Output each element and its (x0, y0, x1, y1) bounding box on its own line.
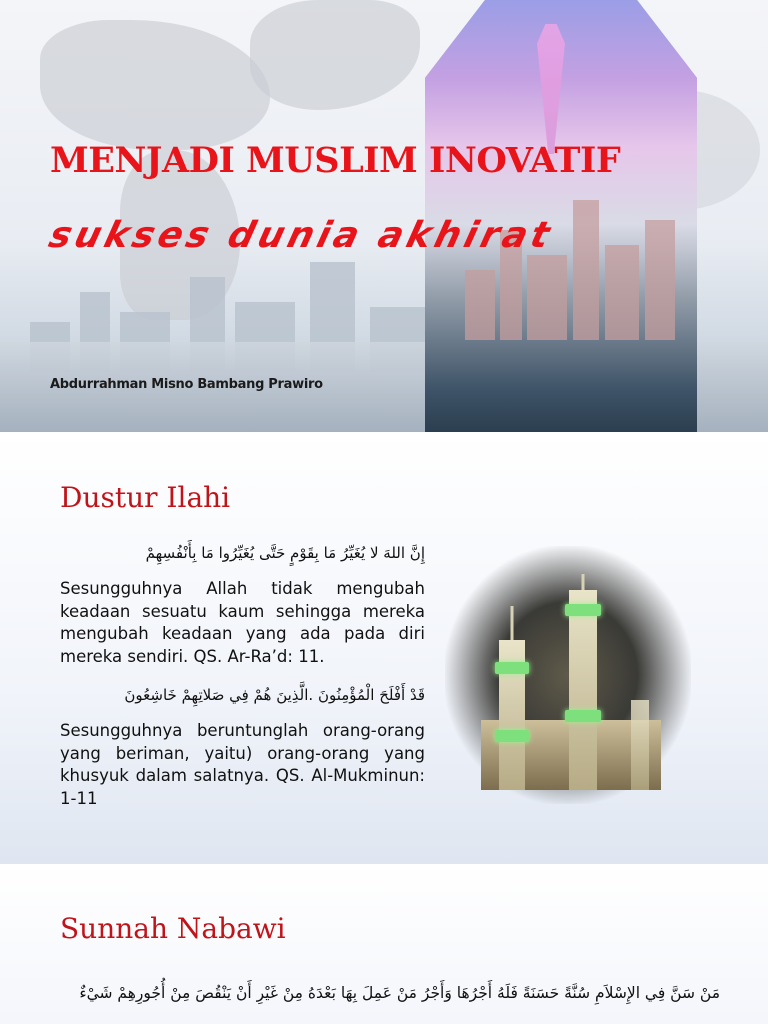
arabic-verse-2: قَدْ أَفْلَحَ الْمُؤْمِنُونَ .الَّذِينَ هُمْ فِي صَلاتِهِمْ خَاشِعُونَ (124, 686, 425, 704)
author-name: Abdurrahman Misno Bambang Prawiro (50, 377, 323, 392)
title-slide (0, 0, 768, 432)
dustur-ilahi-slide (0, 432, 768, 864)
masjid-minaret-photo (445, 546, 691, 804)
section-heading: Sunnah Nabawi (60, 912, 286, 945)
arabic-verse-1: إِنَّ اللهَ لا يُغَيِّرُ مَا بِقَوْمٍ حَتَّى يُغَيِّرُوا مَا بِأَنْفُسِهِمْ (145, 544, 425, 562)
city-overlay (455, 180, 685, 340)
translation-1: Sesungguhnya Allah tidak mengubah keadaan sesuatu kaum sehingga mereka mengubah keadaan yang ada pada diri mereka sendiri. QS. Ar-Ra’d: 11. (60, 579, 425, 666)
sunnah-nabawi-slide (0, 864, 768, 1024)
slide-title: MENJADI MUSLIM INOVATIF (50, 140, 621, 181)
slide-subtitle: sukses dunia akhirat (44, 215, 558, 256)
hadith-arabic: مَنْ سَنَّ فِي الإِسْلاَمِ سُنَّةً حَسَنَةً فَلَهُ أَجْرُهَا وَأَجْرُ مَنْ عَمِلَ بِهَا بَعْدَهُ مِنْ غَيْرِ أَنْ يَنْقُصَ مِنْ أُجُورِهِمْ شَيْءٌ (79, 984, 720, 1002)
section-heading: Dustur Ilahi (60, 481, 231, 514)
translation-2: Sesungguhnya beruntunglah orang-orang yang beriman, yaitu) orang-orang yang khusyuk dalam salatnya. QS. Al-Mukminun: 1-11 (60, 721, 425, 808)
